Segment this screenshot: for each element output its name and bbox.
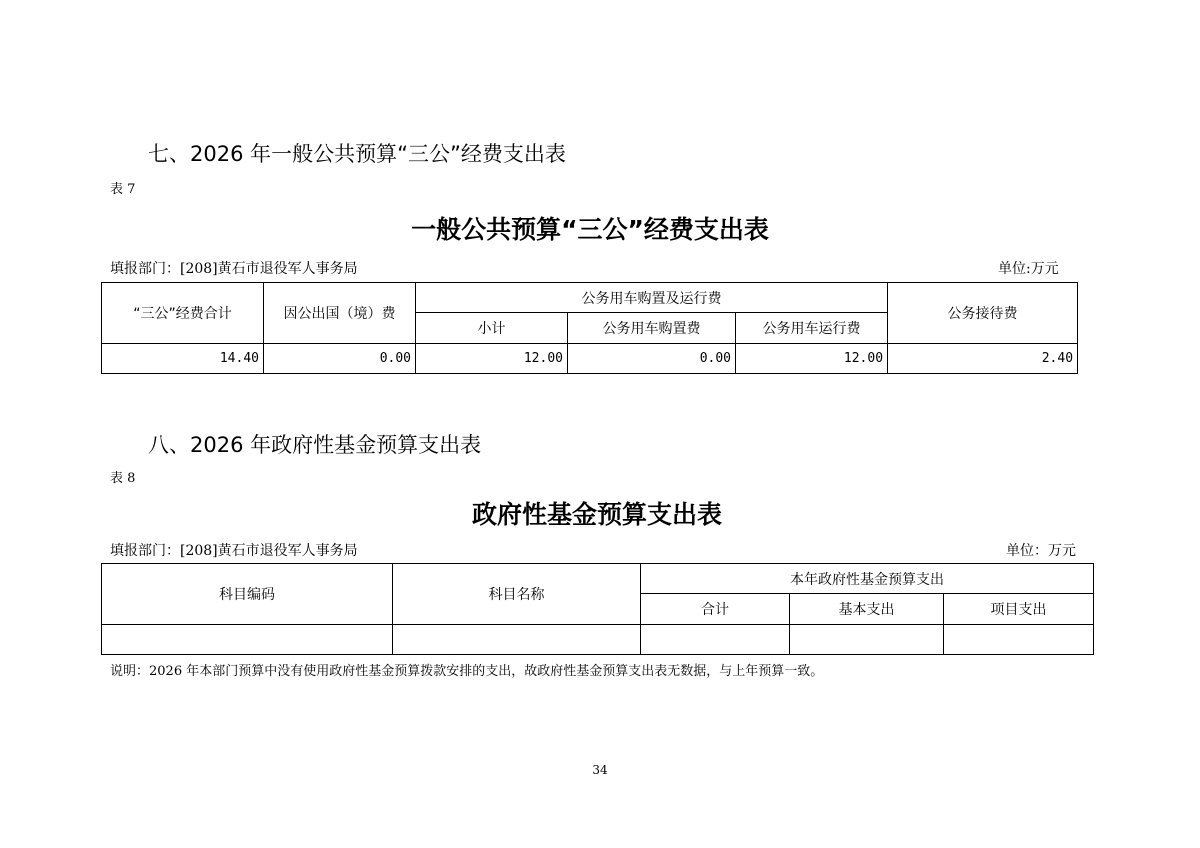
header-abroad-expense: 因公出国（境）费: [264, 283, 416, 344]
section-8-heading: 八、2026 年政府性基金预算支出表: [148, 433, 482, 457]
table-7-unit: 单位:万元: [998, 261, 1059, 277]
page-number: 34: [592, 763, 608, 777]
cell-san-gong-total: 14.40: [102, 344, 264, 374]
header-reception-expense: 公务接待费: [888, 283, 1078, 344]
header-vehicle-operation: 公务用车运行费: [736, 313, 888, 344]
table-8-note: 说明：2026 年本部门预算中没有使用政府性基金预算拨款安排的支出，故政府性基金预算支出表无数据，与上年预算一致。: [110, 664, 824, 679]
table-8-department: 填报部门：[208]黄石市退役军人事务局: [110, 543, 358, 559]
table-8-label: 表 8: [110, 471, 136, 486]
header-project-expense: 项目支出: [944, 594, 1094, 625]
header-vehicle-group: 公务用车购置及运行费: [416, 283, 888, 313]
cell-empty: [944, 625, 1094, 655]
san-gong-expense-table: [101, 282, 1078, 374]
header-vehicle-purchase: 公务用车购置费: [568, 313, 736, 344]
cell-vehicle-subtotal: 12.00: [416, 344, 568, 374]
table-row: [102, 344, 1078, 374]
header-fund-total: 合计: [641, 594, 790, 625]
government-fund-table: [101, 563, 1094, 655]
cell-empty: [641, 625, 790, 655]
cell-empty: [102, 625, 393, 655]
cell-abroad-expense: 0.00: [264, 344, 416, 374]
header-san-gong-total: “三公”经费合计: [102, 283, 264, 344]
header-vehicle-subtotal: 小计: [416, 313, 568, 344]
header-subject-name: 科目名称: [393, 564, 641, 625]
header-subject-code: 科目编码: [102, 564, 393, 625]
cell-reception-expense: 2.40: [888, 344, 1078, 374]
cell-vehicle-operation: 12.00: [736, 344, 888, 374]
cell-empty: [393, 625, 641, 655]
table-8-unit: 单位：万元: [1006, 543, 1076, 559]
table-7-title: 一般公共预算“三公”经费支出表: [411, 215, 769, 244]
section-7-heading: 七、2026 年一般公共预算“三公”经费支出表: [148, 142, 566, 166]
cell-vehicle-purchase: 0.00: [568, 344, 736, 374]
table-8-title: 政府性基金预算支出表: [471, 500, 722, 529]
table-7-label: 表 7: [110, 182, 136, 197]
header-fund-expense-group: 本年政府性基金预算支出: [641, 564, 1094, 594]
table-7-department: 填报部门：[208]黄石市退役军人事务局: [110, 261, 358, 277]
header-basic-expense: 基本支出: [790, 594, 944, 625]
cell-empty: [790, 625, 944, 655]
table-row: [102, 625, 1094, 655]
